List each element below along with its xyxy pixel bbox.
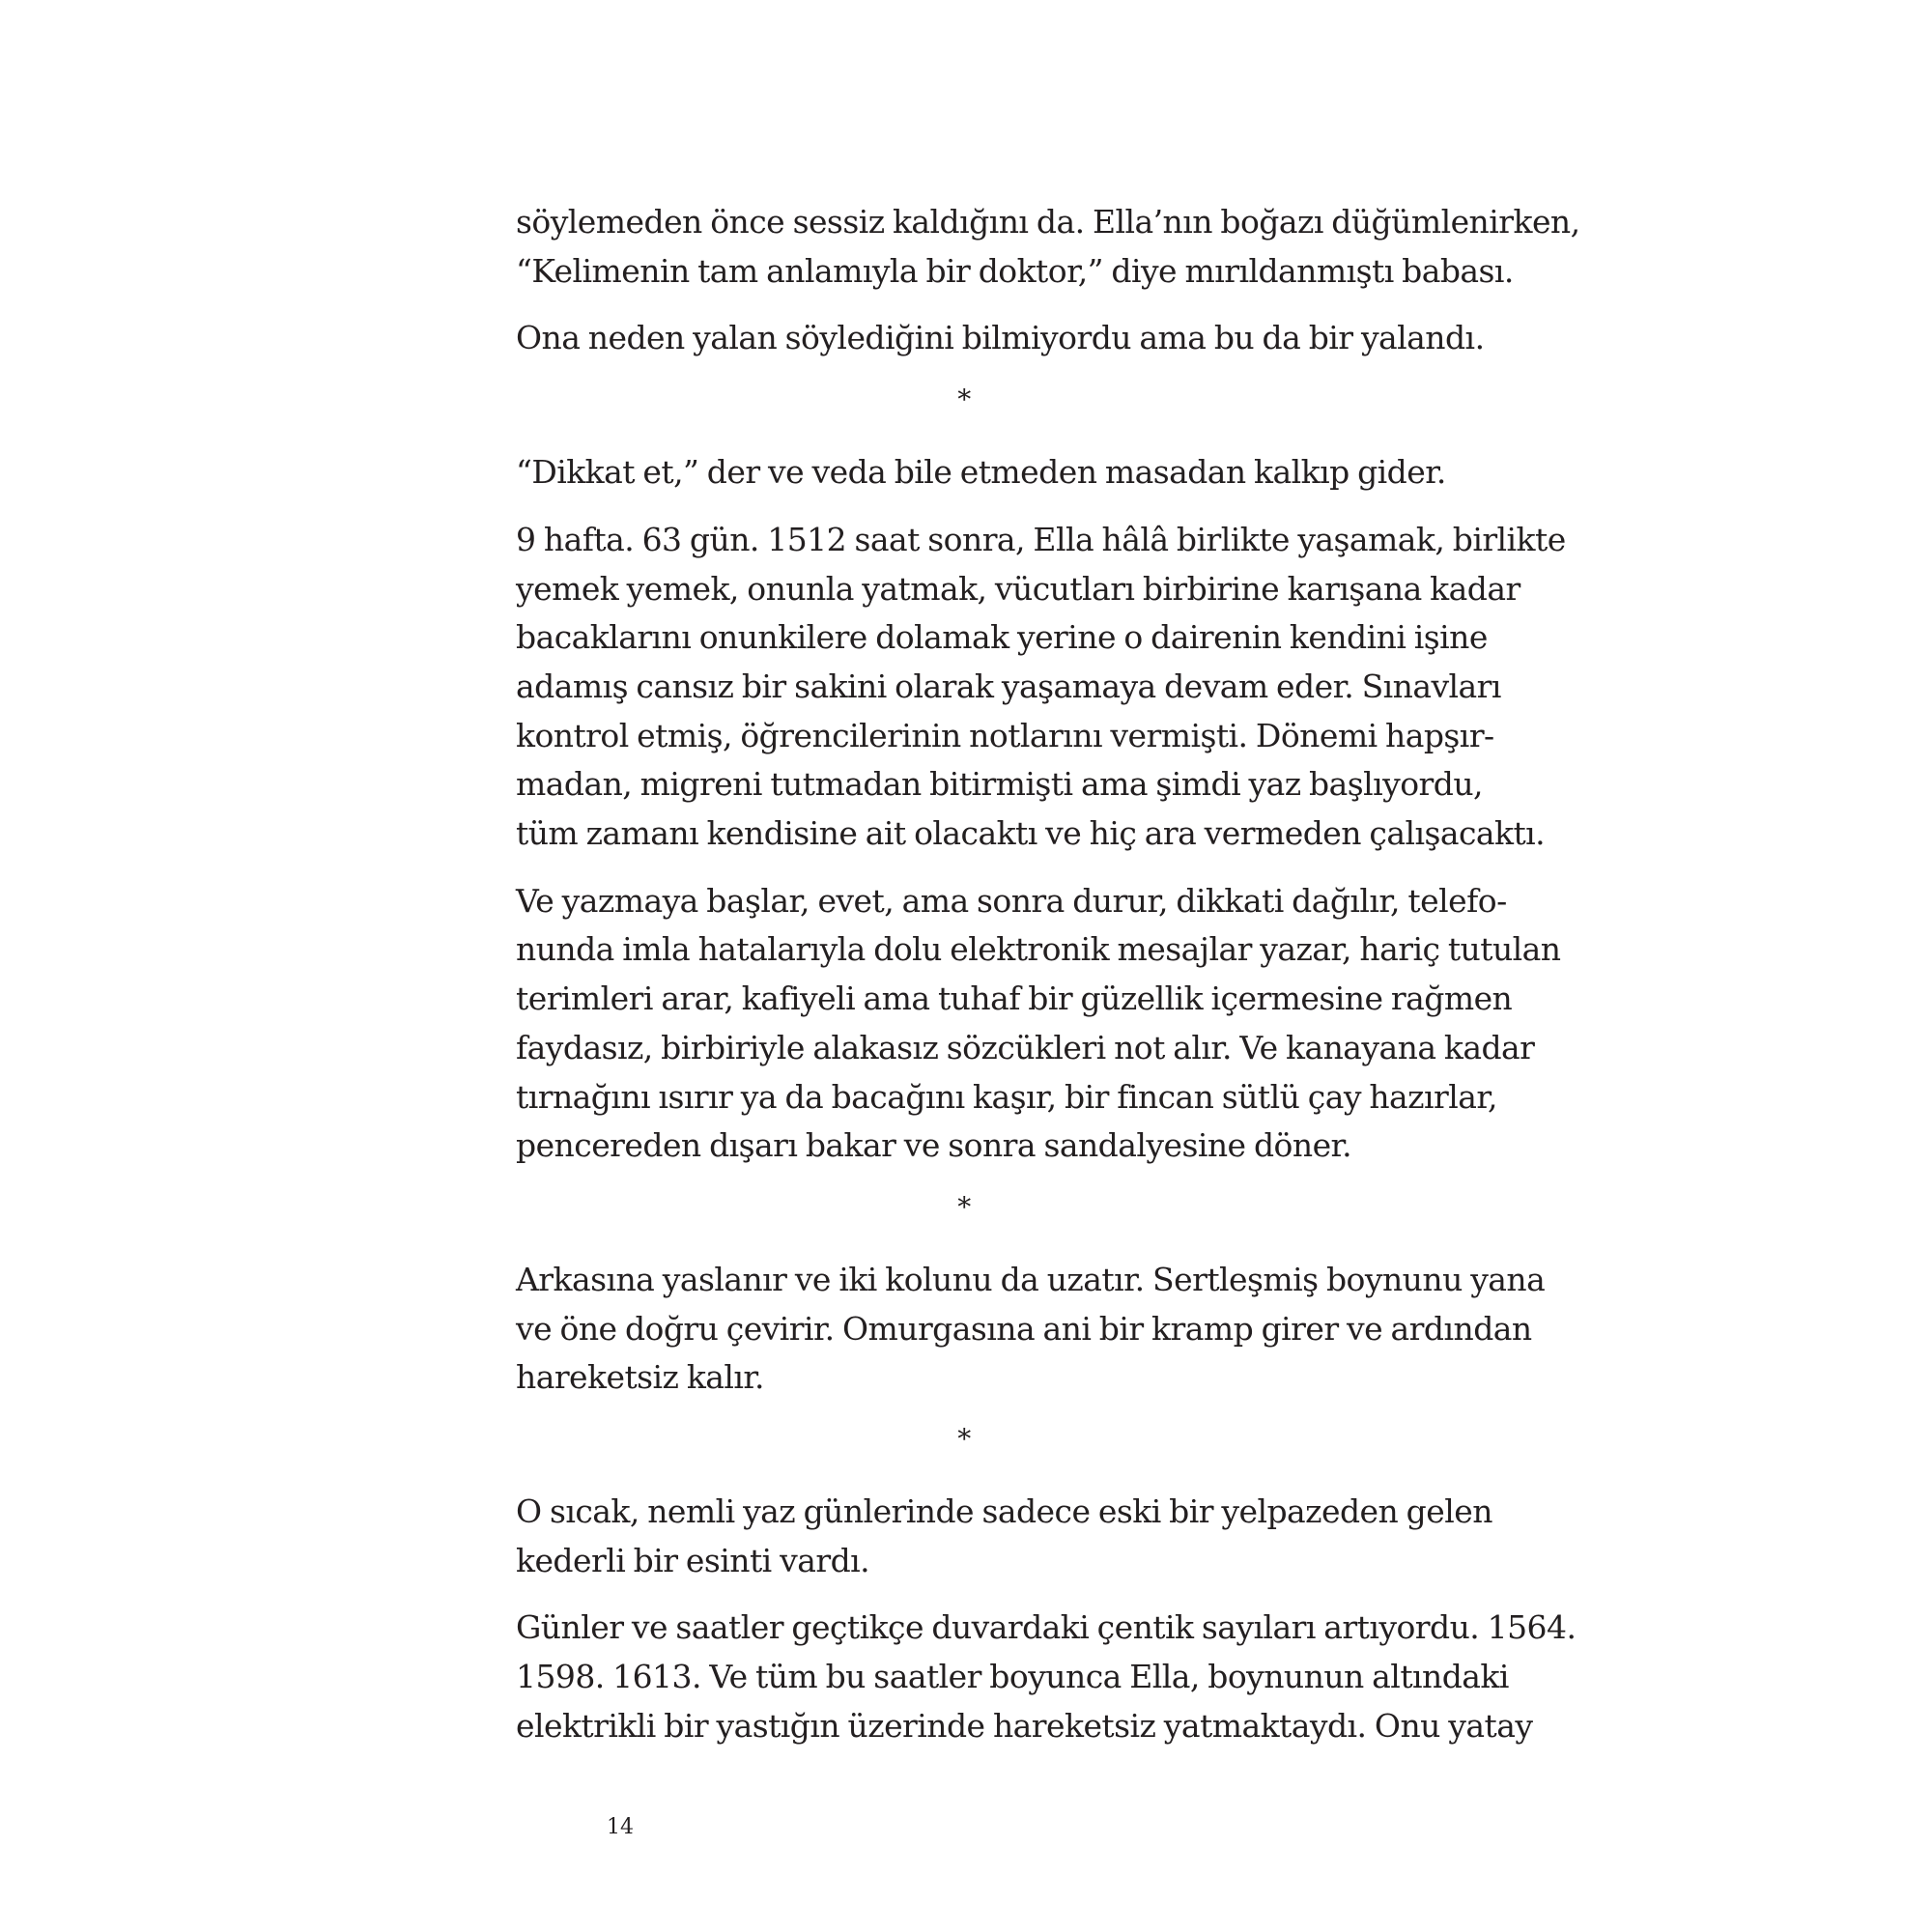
text-line: tüm zamanı kendisine ait olacaktı ve hiç ara vermeden çalışacaktı. <box>516 814 1546 853</box>
text-line: kederli bir esinti vardı. <box>516 1541 870 1579</box>
page-number: 14 <box>607 1815 634 1839</box>
text-line: adamış cansız bir sakini olarak yaşamaya devam eder. Sınavları <box>516 667 1501 705</box>
paragraph <box>516 877 1561 1171</box>
text-line: O sıcak, nemli yaz günlerinde sadece eski bir yelpazeden gelen <box>516 1492 1492 1531</box>
text-line: söylemeden önce sessiz kaldığını da. Ella’nın boğazı düğümlenirken, <box>516 203 1580 241</box>
text-line: nunda imla hatalarıyla dolu elektronik mesajlar yazar, hariç tutulan <box>516 930 1561 969</box>
text-line: pencereden dışarı bakar ve sonra sandalyesine döner. <box>516 1126 1352 1165</box>
text-line: elektrikli bir yastığın üzerinde hareketsiz yatmaktaydı. Onu yatay <box>516 1706 1533 1745</box>
text-line: hareketsiz kalır. <box>516 1358 764 1397</box>
text-line: “Kelimenin tam anlamıyla bir doktor,” diye mırıldanmıştı babası. <box>516 251 1514 290</box>
section-separator: * <box>957 384 971 416</box>
text-line: yemek yemek, onunla yatmak, vücutları birbirine karışana kadar <box>516 569 1520 608</box>
text-line: Ona neden yalan söylediğini bilmiyordu ama bu da bir yalandı. <box>516 319 1485 357</box>
paragraph <box>516 198 1580 296</box>
text-line: terimleri arar, kafiyeli ama tuhaf bir güzellik içermesine rağmen <box>516 980 1513 1018</box>
text-line: 1598. 1613. Ve tüm bu saatler boyunca Ella, boynunun altındaki <box>516 1658 1509 1696</box>
paragraph <box>516 1604 1577 1750</box>
text-line: Günler ve saatler geçtikçe duvardaki çentik sayıları artıyordu. 1564. <box>516 1608 1577 1647</box>
paragraph <box>516 1488 1492 1585</box>
paragraph <box>516 448 1446 497</box>
section-separator: * <box>957 1190 971 1223</box>
paragraph <box>516 516 1566 859</box>
text-line: madan, migreni tutmadan bitirmişti ama şimdi yaz başlıyordu, <box>516 765 1483 804</box>
text-line: tırnağını ısırır ya da bacağını kaşır, bir fincan sütlü çay hazırlar, <box>516 1077 1497 1116</box>
page-body <box>516 198 1580 1770</box>
text-line: bacaklarını onunkilere dolamak yerine o dairenin kendini işine <box>516 618 1488 657</box>
text-line: “Dikkat et,” der ve veda bile etmeden masadan kalkıp gider. <box>516 453 1446 492</box>
section-separator: * <box>957 1423 971 1456</box>
text-line: ve öne doğru çevirir. Omurgasına ani bir kramp girer ve ardından <box>516 1309 1532 1348</box>
text-line: Ve yazmaya başlar, evet, ama sonra durur, dikkati dağılır, telefo- <box>516 881 1507 920</box>
text-line: faydasız, birbiriyle alakasız sözcükleri not alır. Ve kanayana kadar <box>516 1028 1535 1066</box>
paragraph <box>516 314 1485 363</box>
text-line: 9 hafta. 63 gün. 1512 saat sonra, Ella hâlâ birlikte yaşamak, birlikte <box>516 520 1566 558</box>
text-line: Arkasına yaslanır ve iki kolunu da uzatır. Sertleşmiş boynunu yana <box>516 1260 1546 1298</box>
text-line: kontrol etmiş, öğrencilerinin notlarını vermişti. Dönemi hapşır- <box>516 716 1494 754</box>
paragraph <box>516 1256 1546 1403</box>
